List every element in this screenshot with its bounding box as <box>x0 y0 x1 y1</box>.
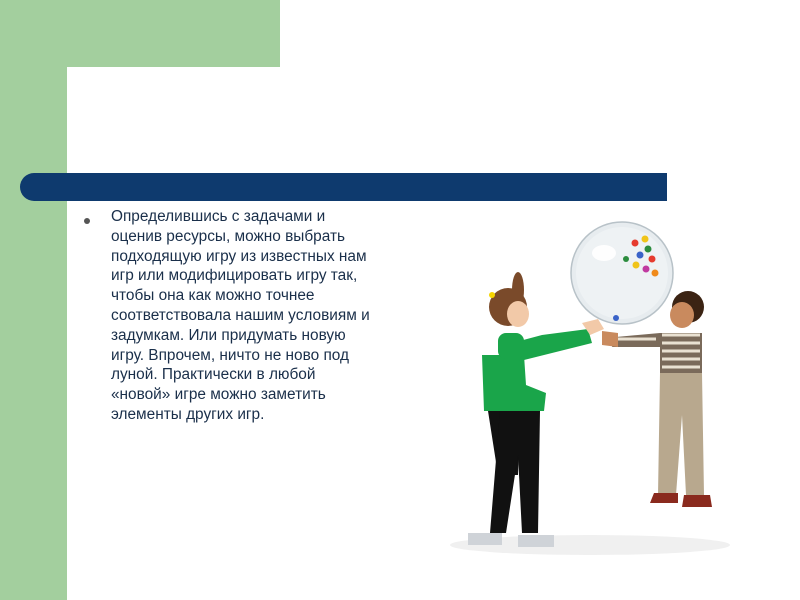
ball-illustration <box>571 222 673 324</box>
girl-illustration <box>468 272 604 547</box>
children-with-ball-illustration <box>440 215 760 560</box>
green-top-band <box>0 0 280 67</box>
bullet-text: Определившись с задачами и оценив ресурсы, можно выбрать подходящую игру из известных нам игр или модифицировать игру так, чтобы она как можно точнее соответствовала нашим условиям и задумкам. Или придумать новую игру. Впрочем, ничто не ново под луной. Практически в любой «новой» игре можно заметить элементы других игр. <box>111 208 370 423</box>
green-side-band <box>0 0 67 600</box>
bullet-icon <box>84 218 90 224</box>
title-bar <box>20 173 667 201</box>
